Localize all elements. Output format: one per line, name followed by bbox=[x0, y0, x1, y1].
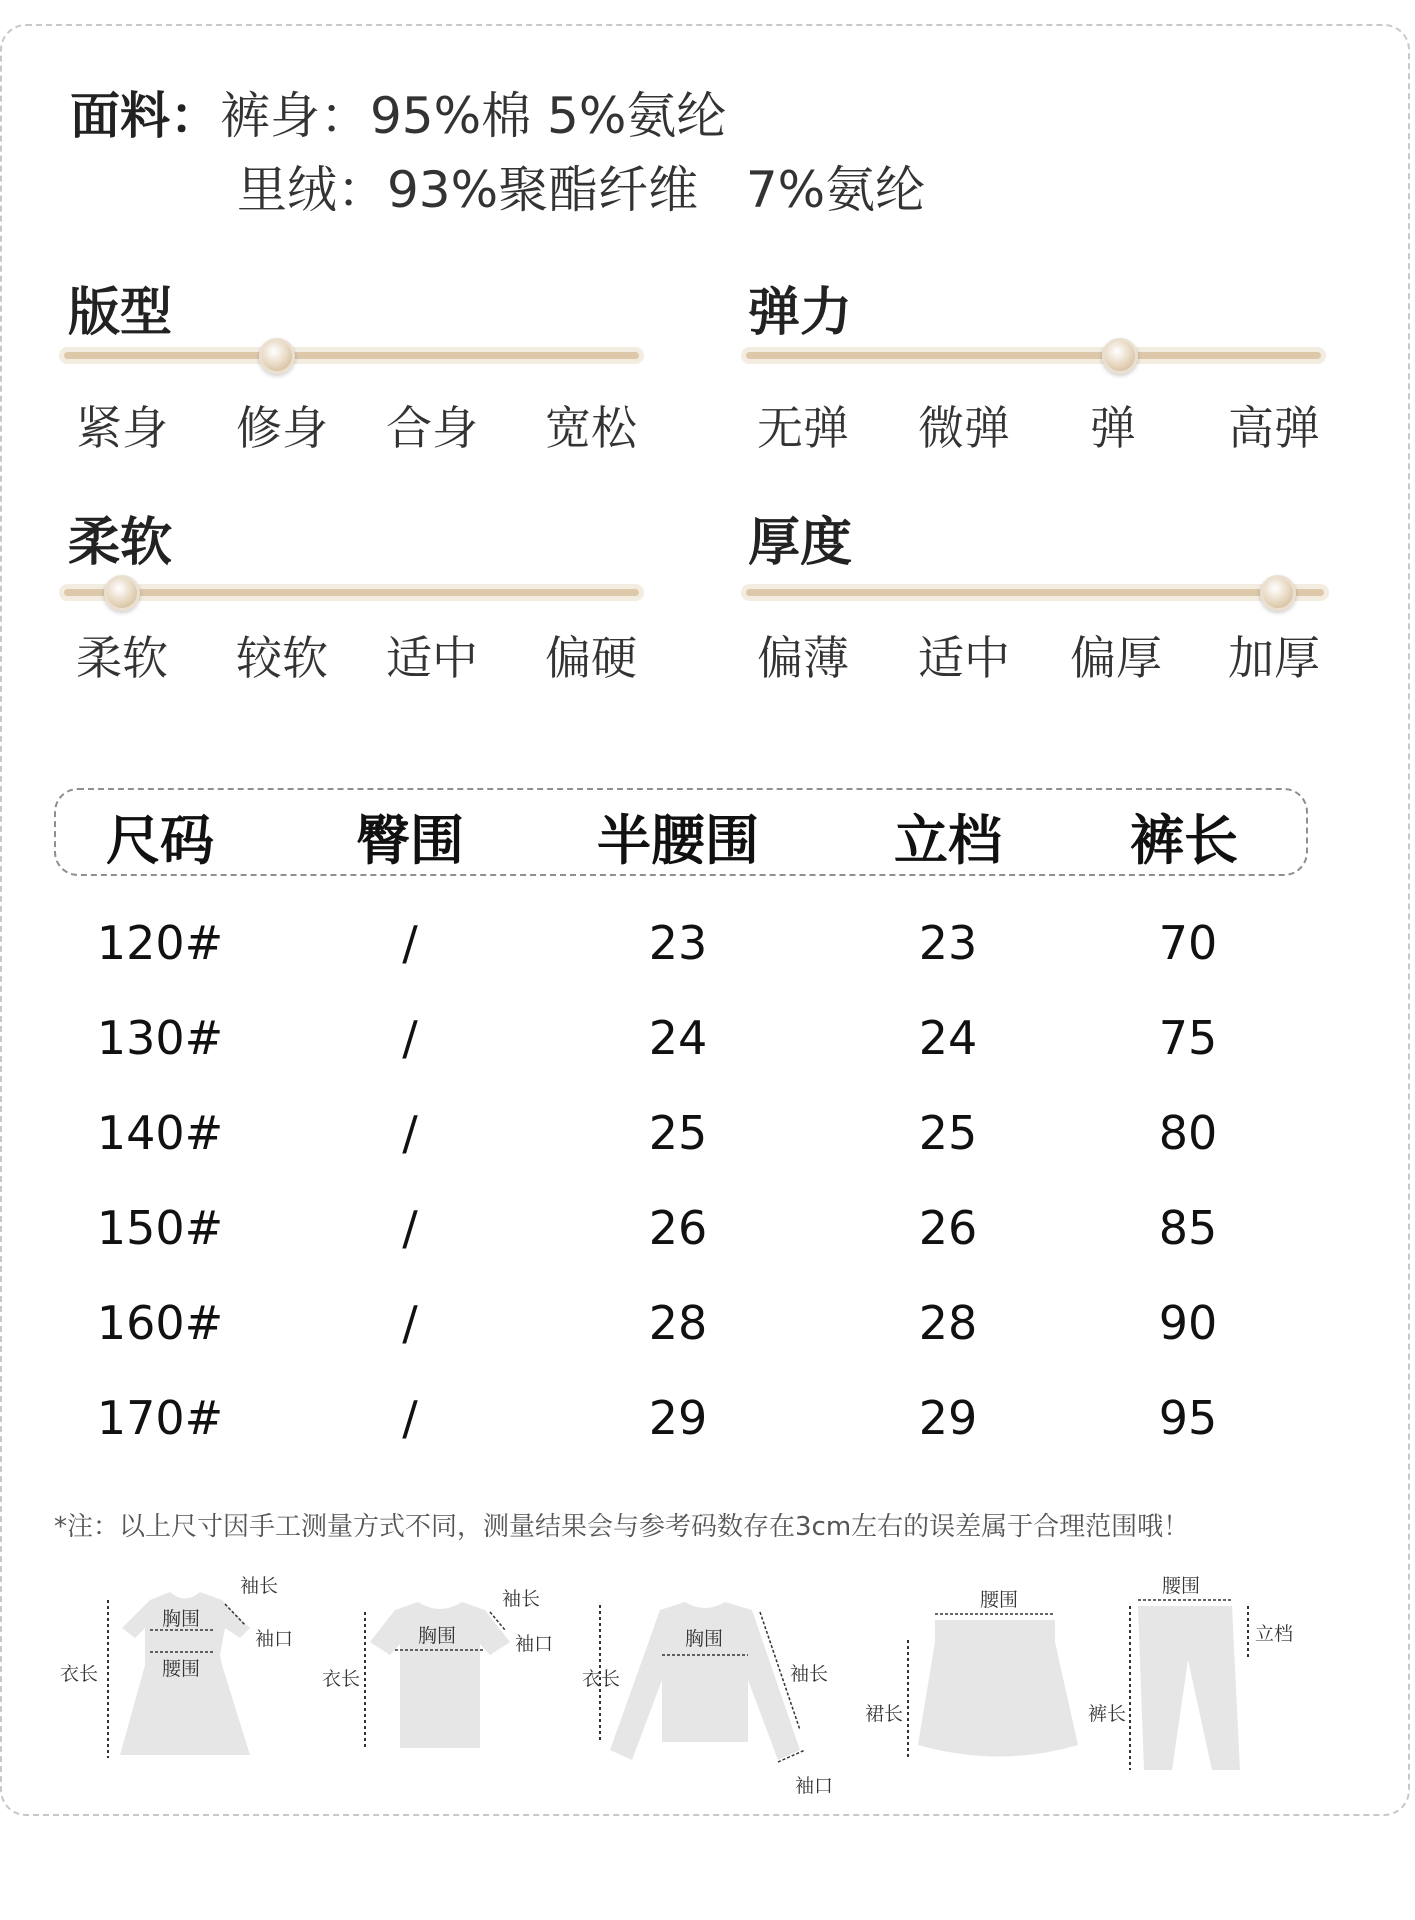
cell-half-waist: 29 bbox=[648, 1391, 708, 1445]
fabric-title: 面料： bbox=[70, 87, 220, 145]
cell-hip: / bbox=[402, 1011, 418, 1065]
stretch-option-1: 无弹 bbox=[757, 401, 849, 455]
dress-cuff-label: 袖口 bbox=[255, 1628, 294, 1650]
cell-pants-length: 90 bbox=[1158, 1296, 1218, 1350]
tshirt-sleeve-label: 袖长 bbox=[502, 1588, 541, 1610]
cell-hip: / bbox=[402, 1296, 418, 1350]
cell-hip: / bbox=[402, 1106, 418, 1160]
cell-pants-length: 75 bbox=[1158, 1011, 1218, 1065]
softness-title: 柔软 bbox=[68, 513, 173, 573]
header-half-waist: 半腰围 bbox=[597, 809, 759, 872]
cell-rise: 23 bbox=[918, 916, 978, 970]
stretch-slider-knob bbox=[1102, 338, 1138, 374]
dress-diagram bbox=[60, 1575, 293, 1758]
tshirt-cuff-label: 袖口 bbox=[515, 1633, 554, 1655]
cell-pants-length: 85 bbox=[1158, 1201, 1218, 1255]
cell-size: 140# bbox=[96, 1106, 224, 1160]
thickness-option-4: 加厚 bbox=[1228, 631, 1320, 685]
fit-option-1: 紧身 bbox=[76, 401, 168, 455]
cell-rise: 29 bbox=[918, 1391, 978, 1445]
tshirt-chest-label: 胸围 bbox=[418, 1625, 457, 1647]
fit-track bbox=[64, 352, 639, 359]
pants-rise-label: 立档 bbox=[1255, 1623, 1294, 1645]
fit-option-2: 修身 bbox=[236, 401, 328, 455]
fit-option-4: 宽松 bbox=[545, 401, 637, 455]
thickness-title: 厚度 bbox=[748, 513, 853, 573]
header-size: 尺码 bbox=[106, 809, 214, 872]
skirt-waist-label: 腰围 bbox=[980, 1589, 1019, 1611]
cell-half-waist: 25 bbox=[648, 1106, 708, 1160]
fit-slider-knob bbox=[259, 338, 295, 374]
dress-length-label: 衣长 bbox=[60, 1663, 99, 1685]
cell-size: 120# bbox=[96, 916, 224, 970]
tshirt-length-label: 衣长 bbox=[322, 1668, 361, 1690]
skirt-length-label: 裙长 bbox=[865, 1703, 904, 1725]
pants-waist-label: 腰围 bbox=[1162, 1575, 1201, 1597]
softness-option-4: 偏硬 bbox=[545, 631, 637, 685]
cell-half-waist: 24 bbox=[648, 1011, 708, 1065]
cell-rise: 28 bbox=[918, 1296, 978, 1350]
thickness-option-3: 偏厚 bbox=[1070, 631, 1162, 685]
cell-size: 170# bbox=[96, 1391, 224, 1445]
sweater-length-label: 衣长 bbox=[582, 1668, 621, 1690]
cell-size: 160# bbox=[96, 1296, 224, 1350]
softness-track bbox=[64, 589, 639, 596]
fabric-line-2: 里绒：93%聚酯纤维 7%氨纶 bbox=[237, 161, 926, 219]
thickness-option-2: 适中 bbox=[918, 631, 1010, 685]
dress-waist-label: 腰围 bbox=[162, 1658, 201, 1680]
cell-rise: 24 bbox=[918, 1011, 978, 1065]
tshirt-diagram bbox=[322, 1588, 553, 1750]
softness-option-3: 适中 bbox=[386, 631, 478, 685]
softness-option-2: 较软 bbox=[236, 631, 328, 685]
fabric-shell-text: 裤身：95%棉 5%氨纶 bbox=[220, 87, 727, 145]
stretch-track bbox=[746, 352, 1321, 359]
cell-rise: 25 bbox=[918, 1106, 978, 1160]
cell-pants-length: 70 bbox=[1158, 916, 1218, 970]
header-hip: 臀围 bbox=[356, 809, 464, 872]
measurement-diagrams bbox=[0, 1570, 1415, 1830]
dress-sleeve-label: 袖长 bbox=[240, 1575, 279, 1597]
stretch-option-4: 高弹 bbox=[1228, 401, 1320, 455]
cell-rise: 26 bbox=[918, 1201, 978, 1255]
thickness-slider-knob bbox=[1260, 575, 1296, 611]
pants-diagram bbox=[1088, 1575, 1293, 1770]
sweater-cuff-label: 袖口 bbox=[795, 1775, 834, 1797]
softness-option-1: 柔软 bbox=[76, 631, 168, 685]
cell-pants-length: 95 bbox=[1158, 1391, 1218, 1445]
thickness-track bbox=[746, 589, 1324, 596]
cell-pants-length: 80 bbox=[1158, 1106, 1218, 1160]
cell-size: 150# bbox=[96, 1201, 224, 1255]
header-pants-length: 裤长 bbox=[1130, 809, 1238, 872]
measurement-note: *注：以上尺寸因手工测量方式不同，测量结果会与参考码数存在3cm左右的误差属于合理范围哦！ bbox=[54, 1512, 1190, 1542]
fabric-line-1 bbox=[70, 76, 726, 148]
thickness-option-1: 偏薄 bbox=[757, 631, 849, 685]
cell-half-waist: 28 bbox=[648, 1296, 708, 1350]
sweater-sleeve-label: 袖长 bbox=[790, 1663, 829, 1685]
stretch-title: 弹力 bbox=[748, 283, 853, 343]
cell-hip: / bbox=[402, 1201, 418, 1255]
cell-half-waist: 23 bbox=[648, 916, 708, 970]
skirt-diagram bbox=[865, 1589, 1078, 1760]
cell-half-waist: 26 bbox=[648, 1201, 708, 1255]
softness-slider-knob bbox=[104, 575, 140, 611]
fit-option-3: 合身 bbox=[386, 401, 478, 455]
pants-length-label: 裤长 bbox=[1088, 1703, 1127, 1725]
sweater-chest-label: 胸围 bbox=[685, 1628, 724, 1650]
dress-chest-label: 胸围 bbox=[162, 1608, 201, 1630]
stretch-option-2: 微弹 bbox=[918, 401, 1010, 455]
header-rise: 立档 bbox=[894, 809, 1002, 872]
fit-title: 版型 bbox=[68, 283, 173, 343]
cell-hip: / bbox=[402, 1391, 418, 1445]
stretch-option-3: 弹 bbox=[1090, 401, 1136, 455]
cell-hip: / bbox=[402, 916, 418, 970]
sweater-diagram bbox=[582, 1602, 833, 1797]
cell-size: 130# bbox=[96, 1011, 224, 1065]
